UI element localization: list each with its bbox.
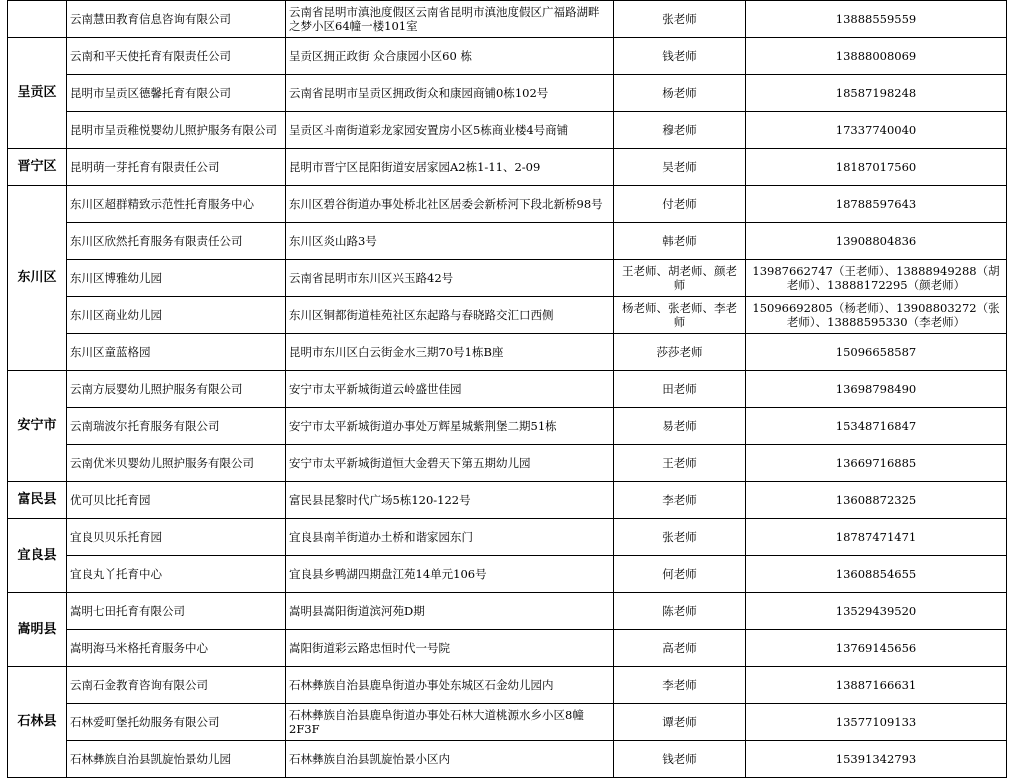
- phone-cell: 18587198248: [746, 75, 1007, 112]
- address-cell: 东川区炎山路3号: [286, 223, 614, 260]
- org-name-cell: 宜良贝贝乐托育园: [67, 519, 286, 556]
- address-cell: 安宁市太平新城街道办事处万辉星城紫荆堡二期51栋: [286, 408, 614, 445]
- address-cell: 嵩阳街道彩云路忠恒时代一号院: [286, 630, 614, 667]
- table-row: [8, 223, 1007, 260]
- contact-cell: 王老师: [614, 445, 746, 482]
- contact-cell: 高老师: [614, 630, 746, 667]
- org-name-cell: 昆明萌一芽托育有限责任公司: [67, 149, 286, 186]
- contact-cell: 王老师、胡老师、颜老师: [614, 260, 746, 297]
- org-name-cell: 嵩明七田托育有限公司: [67, 593, 286, 630]
- contact-cell: 张老师: [614, 519, 746, 556]
- address-cell: 宜良县南羊街道办土桥和谐家园东门: [286, 519, 614, 556]
- table-row: [8, 482, 1007, 519]
- table-row: [8, 556, 1007, 593]
- contact-cell: 韩老师: [614, 223, 746, 260]
- contact-cell: 钱老师: [614, 38, 746, 75]
- table-row: [8, 149, 1007, 186]
- address-cell: 石林彝族自治县凯旋怡景小区内: [286, 741, 614, 778]
- phone-cell: 13698798490: [746, 371, 1007, 408]
- contact-cell: 张老师: [614, 1, 746, 38]
- district-cell: 安宁市: [8, 371, 67, 482]
- address-cell: 呈贡区拥正政街 众合康园小区60 栋: [286, 38, 614, 75]
- table-row: [8, 260, 1007, 297]
- table-row: [8, 75, 1007, 112]
- address-cell: 云南省昆明市东川区兴玉路42号: [286, 260, 614, 297]
- table-row: [8, 519, 1007, 556]
- phone-cell: 15096692805（杨老师）、13908803272（张老师）、13888595330（李老师）: [746, 297, 1007, 334]
- contact-cell: 易老师: [614, 408, 746, 445]
- table-row: [8, 1, 1007, 38]
- district-cell: 石林县: [8, 667, 67, 778]
- table-row: [8, 630, 1007, 667]
- contact-cell: 何老师: [614, 556, 746, 593]
- table-row: [8, 186, 1007, 223]
- district-cell: 富民县: [8, 482, 67, 519]
- phone-cell: 13529439520: [746, 593, 1007, 630]
- phone-cell: 17337740040: [746, 112, 1007, 149]
- table-row: [8, 741, 1007, 778]
- org-name-cell: 优可贝比托育园: [67, 482, 286, 519]
- org-name-cell: 云南慧田教育信息咨询有限公司: [67, 1, 286, 38]
- contact-cell: 杨老师: [614, 75, 746, 112]
- org-name-cell: 宜良丸丫托育中心: [67, 556, 286, 593]
- address-cell: 东川区碧谷街道办事处桥北社区居委会新桥河下段北新桥98号: [286, 186, 614, 223]
- district-cell: 晋宁区: [8, 149, 67, 186]
- contact-cell: 谭老师: [614, 704, 746, 741]
- address-cell: 安宁市太平新城街道恒大金碧天下第五期幼儿园: [286, 445, 614, 482]
- address-cell: 云南省昆明市呈贡区拥政街众和康园商铺0栋102号: [286, 75, 614, 112]
- contact-cell: 付老师: [614, 186, 746, 223]
- district-cell: 东川区: [8, 186, 67, 371]
- table-row: [8, 408, 1007, 445]
- table-row: [8, 445, 1007, 482]
- address-cell: 东川区铜都街道桂苑社区东起路与春晓路交汇口西侧: [286, 297, 614, 334]
- contact-cell: 吴老师: [614, 149, 746, 186]
- table-row: [8, 297, 1007, 334]
- phone-cell: 15348716847: [746, 408, 1007, 445]
- table-row: [8, 704, 1007, 741]
- org-name-cell: 云南和平天使托育有限责任公司: [67, 38, 286, 75]
- table-row: [8, 112, 1007, 149]
- address-cell: 昆明市晋宁区昆阳街道安居家园A2栋1-11、2-09: [286, 149, 614, 186]
- phone-cell: 15096658587: [746, 334, 1007, 371]
- table-row: [8, 667, 1007, 704]
- phone-cell: 13608854655: [746, 556, 1007, 593]
- org-name-cell: 云南瑞波尔托育服务有限公司: [67, 408, 286, 445]
- phone-cell: 13769145656: [746, 630, 1007, 667]
- contact-cell: 李老师: [614, 482, 746, 519]
- org-name-cell: 云南优米贝婴幼儿照护服务有限公司: [67, 445, 286, 482]
- phone-cell: 15391342793: [746, 741, 1007, 778]
- phone-cell: 13887166631: [746, 667, 1007, 704]
- district-cell: 呈贡区: [8, 38, 67, 149]
- address-cell: 石林彝族自治县鹿阜街道办事处东城区石金幼儿园内: [286, 667, 614, 704]
- district-cell: 嵩明县: [8, 593, 67, 667]
- address-cell: 安宁市太平新城街道云岭盛世佳园: [286, 371, 614, 408]
- contact-cell: 穆老师: [614, 112, 746, 149]
- org-name-cell: 东川区欣然托育服务有限责任公司: [67, 223, 286, 260]
- district-cell: [8, 1, 67, 38]
- contact-cell: 田老师: [614, 371, 746, 408]
- district-cell: 宜良县: [8, 519, 67, 593]
- contact-cell: 李老师: [614, 667, 746, 704]
- address-cell: 嵩明县嵩阳街道滨河苑D期: [286, 593, 614, 630]
- table-row: [8, 334, 1007, 371]
- address-cell: 呈贡区斗南街道彩龙家园安置房小区5栋商业楼4号商铺: [286, 112, 614, 149]
- table-row: [8, 38, 1007, 75]
- phone-cell: 13577109133: [746, 704, 1007, 741]
- phone-cell: 18788597643: [746, 186, 1007, 223]
- org-name-cell: 东川区博雅幼儿园: [67, 260, 286, 297]
- address-cell: 宜良县乡鸭湖四期盘江苑14单元106号: [286, 556, 614, 593]
- address-cell: 石林彝族自治县鹿阜街道办事处石林大道桃源水乡小区8幢2F3F: [286, 704, 614, 741]
- org-name-cell: 东川区超群精致示范性托育服务中心: [67, 186, 286, 223]
- address-cell: 昆明市东川区白云街金水三期70号1栋B座: [286, 334, 614, 371]
- address-cell: 云南省昆明市滇池度假区云南省昆明市滇池度假区广福路湖畔之梦小区64幢一楼101室: [286, 1, 614, 38]
- phone-cell: 13888008069: [746, 38, 1007, 75]
- table-row: [8, 371, 1007, 408]
- phone-cell: 13608872325: [746, 482, 1007, 519]
- contact-cell: 莎莎老师: [614, 334, 746, 371]
- org-name-cell: 东川区童蓝格园: [67, 334, 286, 371]
- table-row: [8, 593, 1007, 630]
- phone-cell: 13669716885: [746, 445, 1007, 482]
- kindergarten-table: [7, 0, 1007, 778]
- phone-cell: 18187017560: [746, 149, 1007, 186]
- address-cell: 富民县昆黎时代广场5栋120-122号: [286, 482, 614, 519]
- org-name-cell: 石林彝族自治县凯旋怡景幼儿园: [67, 741, 286, 778]
- contact-cell: 杨老师、张老师、李老师: [614, 297, 746, 334]
- org-name-cell: 东川区商业幼儿园: [67, 297, 286, 334]
- phone-cell: 13888559559: [746, 1, 1007, 38]
- org-name-cell: 云南石金教育咨询有限公司: [67, 667, 286, 704]
- contact-cell: 陈老师: [614, 593, 746, 630]
- org-name-cell: 昆明市呈贡区德馨托育有限公司: [67, 75, 286, 112]
- contact-cell: 钱老师: [614, 741, 746, 778]
- org-name-cell: 嵩明海马米格托育服务中心: [67, 630, 286, 667]
- phone-cell: 13987662747（王老师）、13888949288（胡老师）、13888172295（颜老师）: [746, 260, 1007, 297]
- org-name-cell: 石林爱町堡托幼服务有限公司: [67, 704, 286, 741]
- phone-cell: 13908804836: [746, 223, 1007, 260]
- org-name-cell: 云南方辰婴幼儿照护服务有限公司: [67, 371, 286, 408]
- org-name-cell: 昆明市呈贡稚悦婴幼儿照护服务有限公司: [67, 112, 286, 149]
- phone-cell: 18787471471: [746, 519, 1007, 556]
